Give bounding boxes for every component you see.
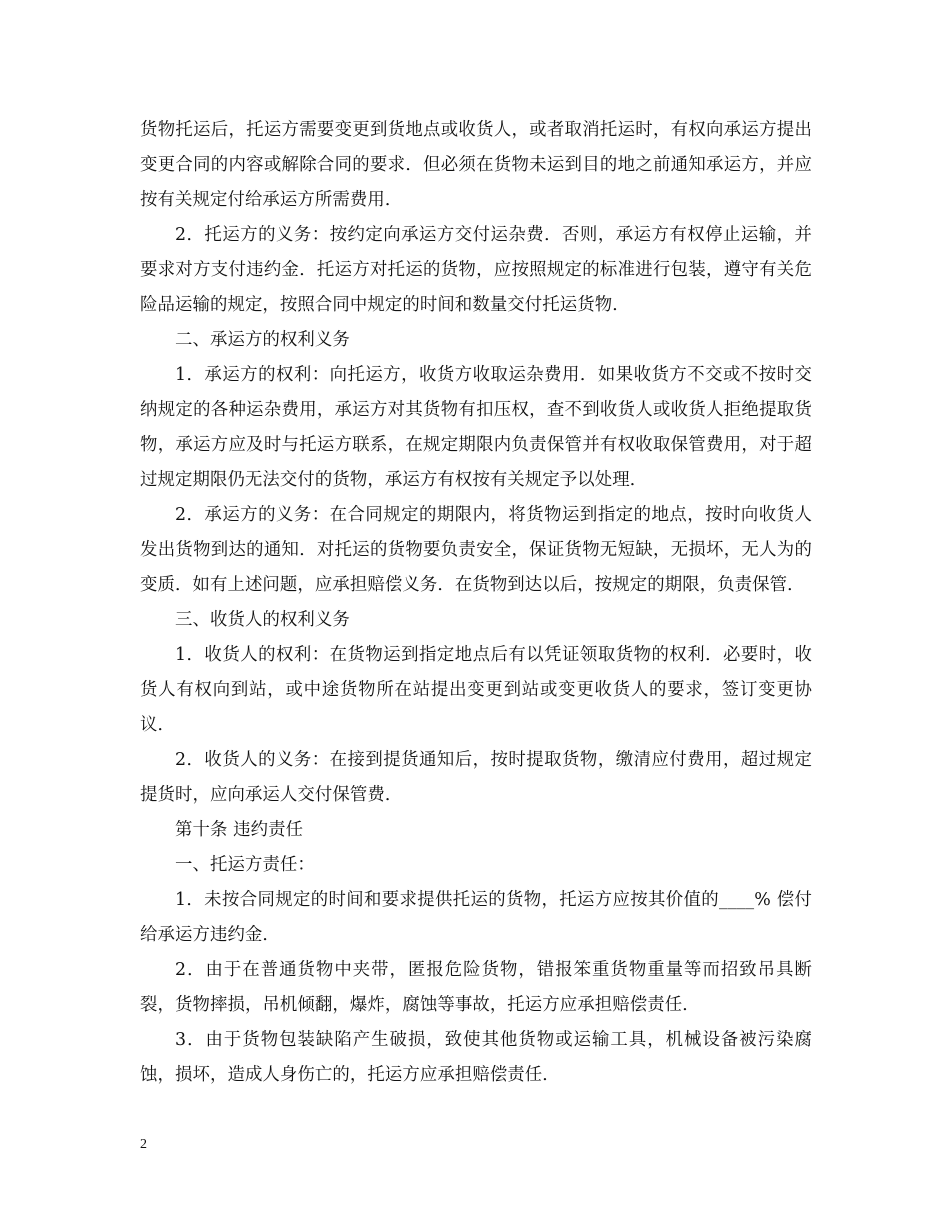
section-heading-shipper-liability: 一、托运方责任： xyxy=(175,855,315,875)
paragraph-13: 3．由于货物包装缺陷产生破损，致使其他货物或运输工具，机械设备被污染腐蚀，损坏，造成人身伤亡的，托运方应承担赔偿责任． xyxy=(140,1030,812,1085)
paragraph-12: 2．由于在普通货物中夹带，匿报危险货物，错报笨重货物重量等而招致吊具断裂，货物摔损，吊机倾翻，爆炸，腐蚀等事故，托运方应承担赔偿责任． xyxy=(140,960,812,1015)
page-number: 2 xyxy=(140,1137,147,1152)
paragraph-1: 货物托运后，托运方需要变更到货地点或收货人，或者取消托运时，有权向承运方提出变更合同的内容或解除合同的要求．但必须在货物未运到目的地之前通知承运方，并应按有关规定付给承运方所需费用． xyxy=(140,120,812,210)
paragraph-8: 2．收货人的义务：在接到提货通知后，按时提取货物，缴清应付费用，超过规定提货时，应向承运人交付保管费． xyxy=(140,750,812,805)
paragraph-11: 1．未按合同规定的时间和要求提供托运的货物，托运方应按其价值的____% 偿付给承运方违约金． xyxy=(140,890,812,945)
article-heading-liability: 第十条 违约责任 xyxy=(175,820,304,840)
paragraph-2: 2．托运方的义务：按约定向承运方交付运杂费．否则，承运方有权停止运输，并要求对方支付违约金．托运方对托运的货物，应按照规定的标准进行包装，遵守有关危险品运输的规定，按照合同中规定的时间和数量交付托运货物． xyxy=(140,225,812,315)
paragraph-5: 2．承运方的义务：在合同规定的期限内，将货物运到指定的地点，按时向收货人发出货物到达的通知．对托运的货物要负责安全，保证货物无短缺，无损坏，无人为的变质．如有上述问题，应承担赔偿义务．在货物到达以后，按规定的期限，负责保管． xyxy=(140,505,812,595)
section-heading-carrier-rights: 二、承运方的权利义务 xyxy=(175,330,350,350)
paragraph-4: 1．承运方的权利：向托运方，收货方收取运杂费用．如果收货方不交或不按时交纳规定的各种运杂费用，承运方对其货物有扣压权，查不到收货人或收货人拒绝提取货物，承运方应及时与托运方联系，在规定期限内负责保管并有权收取保管费用，对于超过规定期限仍无法交付的货物，承运方有权按有关规定予以处理． xyxy=(140,365,812,490)
section-heading-consignee-rights: 三、收货人的权利义务 xyxy=(175,610,350,630)
document-body xyxy=(140,113,812,1093)
paragraph-7: 1．收货人的权利：在货物运到指定地点后有以凭证领取货物的权利．必要时，收货人有权向到站，或中途货物所在站提出变更到站或变更收货人的要求，签订变更协议． xyxy=(140,645,812,735)
